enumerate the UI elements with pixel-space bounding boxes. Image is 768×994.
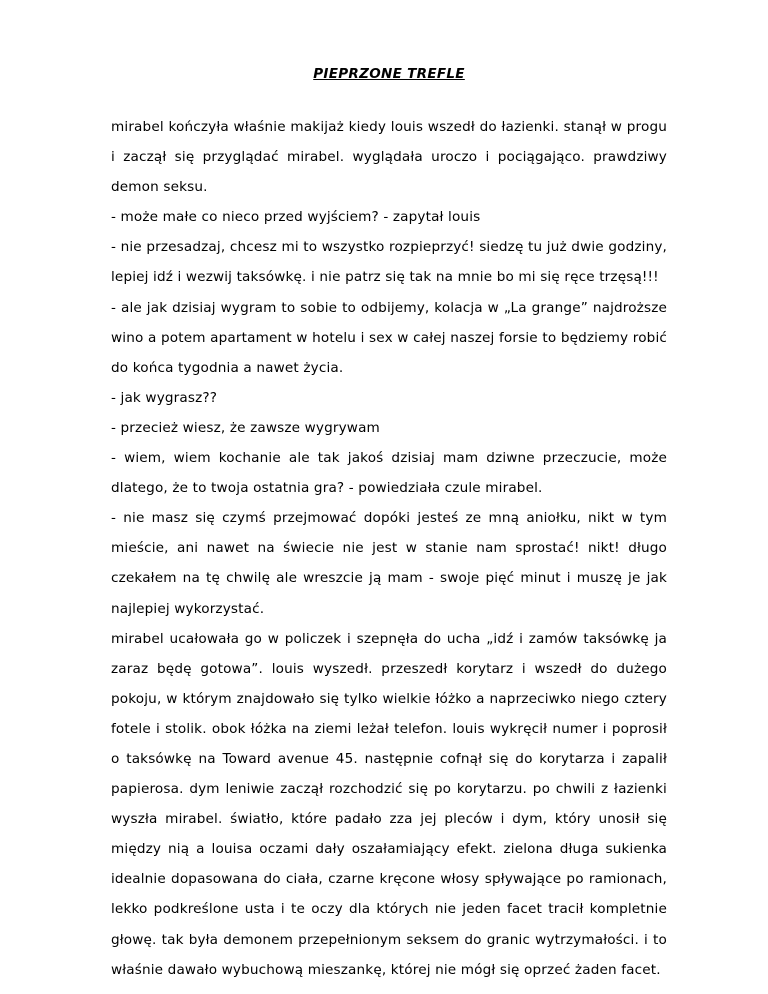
paragraph: - przecież wiesz, że zawsze wygrywam — [111, 419, 380, 436]
paragraph: - nie masz się czymś przejmować dopóki jesteś ze mną aniołku, nikt w tym mieście, ani nawet na świecie nie jest w stanie nam sprostać! nikt! długo czekałem na tę chwilę ale wreszcie ją mam - swoje pięć minut i muszę je jak najlepiej wykorzystać. — [111, 510, 667, 617]
paragraph: mirabel kończyła właśnie makijaż kiedy louis wszedł do łazienki. stanął w progu i zaczął się przyglądać mirabel. wyglądała uroczo i pociągająco. prawdziwy demon seksu. — [111, 119, 667, 196]
paragraph: mirabel ucałowała go w policzek i szepnęła do ucha „idź i zamów taksówkę ja zaraz będę gotowa”. louis wyszedł. przeszedł korytarz i wszedł do dużego pokoju, w którym znajdowało się tylko wielkie łóżko a naprzeciwko niego cztery fotele i stolik. obok łóżka na ziemi leżał telefon. louis wykręcił numer i poprosił o taksówkę na Toward avenue 45. następnie cofnął się do korytarza i zapalił papierosa. dym leniwie zaczął rozchodzić się po korytarzu. po chwili z łazienki wyszła mirabel. światło, które padało zza jej pleców i dym, który unosił się między nią a louisa oczami dały oszałamiający efekt. zielona długa sukienka idealnie dopasowana do ciała, czarne kręcone włosy spływające po ramionach, lekko podkreślone usta i te oczy dla których nie jeden facet tracił kompletnie głowę. tak była demonem przepełnionym seksem do granic wytrzymałości. i to właśnie dawało wybuchową mieszankę, której nie mógł się oprzeć żaden facet. — [111, 630, 667, 978]
document-body — [111, 112, 667, 985]
paragraph: - wiem, wiem kochanie ale tak jakoś dzisiaj mam dziwne przeczucie, może dlatego, że to twoja ostatnia gra? - powiedziała czule mirabel. — [111, 450, 667, 497]
paragraph: - ale jak dzisiaj wygram to sobie to odbijemy, kolacja w „La grange” najdroższe wino a potem apartament w hotelu i sex w całej naszej forsie to będziemy robić do końca tygodnia a nawet życia. — [111, 299, 667, 376]
paragraph: - jak wygrasz?? — [111, 389, 218, 406]
paragraph: - nie przesadzaj, chcesz mi to wszystko rozpieprzyć! siedzę tu już dwie godziny, lepiej idź i wezwij taksówkę. i nie patrz się tak na mnie bo mi się ręce trzęsą!!! — [111, 239, 667, 286]
document-title: PIEPRZONE TREFLE — [313, 66, 465, 82]
paragraph: - może małe co nieco przed wyjściem? - zapytał louis — [111, 209, 481, 226]
